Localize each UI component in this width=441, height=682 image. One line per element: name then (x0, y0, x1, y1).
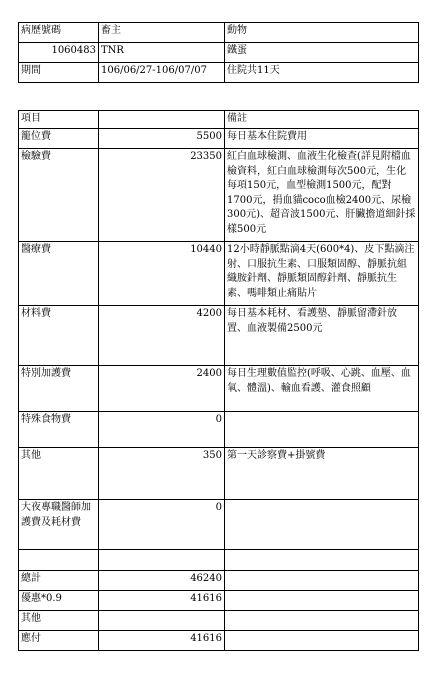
table-row (19, 412, 419, 448)
item-amount (99, 611, 225, 631)
amount-column-header (99, 111, 225, 129)
table-row (19, 500, 419, 550)
item-name: 大夜專職醫師加護費及耗材費 (19, 500, 99, 550)
item-name: 優惠*0.9 (19, 591, 99, 611)
table-row (19, 591, 419, 611)
period-label: 期間 (19, 63, 99, 83)
owner-value: TNR (99, 43, 225, 63)
item-note (225, 611, 419, 631)
patient-info-table (18, 22, 419, 83)
item-name: 特別加護費 (19, 366, 99, 412)
item-name: 其他 (19, 448, 99, 500)
item-note: 每日基本耗材、看護墊、靜脈留滯針放置、血液製備2500元 (225, 306, 419, 366)
item-name: 總計 (19, 571, 99, 591)
item-amount: 4200 (99, 306, 225, 366)
item-name: 檢驗費 (19, 149, 99, 242)
item-amount: 46240 (99, 571, 225, 591)
table-row (19, 448, 419, 500)
item-note (225, 500, 419, 550)
item-note: 紅白血球檢測、血液生化檢查(詳見附檔血檢資料，紅白血球檢測每次500元，生化每項150元，血型檢測1500元，配對1700元，捐血貓coco血檢2400元、尿檢300元)、超音波1500元、肝臟擔道細針採樣500元 (225, 149, 419, 242)
item-name: 籠位費 (19, 129, 99, 149)
item-name: 特殊食物費 (19, 412, 99, 448)
table-row (19, 571, 419, 591)
fee-table-header (19, 111, 419, 129)
item-amount: 350 (99, 448, 225, 500)
table-row (19, 23, 419, 43)
owner-label: 畜主 (99, 23, 225, 43)
table-row (19, 611, 419, 631)
item-note (225, 550, 419, 571)
table-row (19, 63, 419, 83)
item-note: 12小時靜脈點滴4天(600*4)、皮下點滴注射、口服抗生素、口服類固醇、靜脈抗組織胺針劑、靜脈類固醇針劑、靜脈抗生素、嗎啡類止痛貼片 (225, 242, 419, 306)
item-amount: 0 (99, 412, 225, 448)
item-amount: 5500 (99, 129, 225, 149)
item-column-header: 項目 (19, 111, 99, 129)
table-row (19, 149, 419, 242)
item-amount: 41616 (99, 631, 225, 651)
item-note: 每日基本住院費用 (225, 129, 419, 149)
table-row (19, 550, 419, 571)
table-row (19, 366, 419, 412)
item-name: 應付 (19, 631, 99, 651)
item-amount: 23350 (99, 149, 225, 242)
item-note (225, 571, 419, 591)
item-name: 材料費 (19, 306, 99, 366)
animal-label: 動物 (225, 23, 419, 43)
record-number-label: 病歷號碼 (19, 23, 99, 43)
item-amount: 2400 (99, 366, 225, 412)
item-note (225, 631, 419, 651)
record-number-value: 1060483 (19, 43, 99, 63)
item-note (225, 412, 419, 448)
note-column-header: 備註 (225, 111, 419, 129)
item-note: 第一天診察費+掛號費 (225, 448, 419, 500)
item-name (19, 550, 99, 571)
table-row (19, 43, 419, 63)
item-amount: 41616 (99, 591, 225, 611)
item-amount (99, 550, 225, 571)
table-row (19, 129, 419, 149)
item-name: 其他 (19, 611, 99, 631)
fee-table (18, 110, 419, 651)
table-row (19, 306, 419, 366)
period-value: 106/06/27-106/07/07 (99, 63, 225, 83)
item-note (225, 591, 419, 611)
table-row (19, 242, 419, 306)
item-amount: 0 (99, 500, 225, 550)
animal-value: 鐵蛋 (225, 43, 419, 63)
stay-duration: 住院共11天 (225, 63, 419, 83)
item-amount: 10440 (99, 242, 225, 306)
item-name: 醫療費 (19, 242, 99, 306)
item-note: 每日生理數值監控(呼吸、心跳、血壓、血氧、體溫)、輸血看護、灌食照顧 (225, 366, 419, 412)
table-row (19, 631, 419, 651)
